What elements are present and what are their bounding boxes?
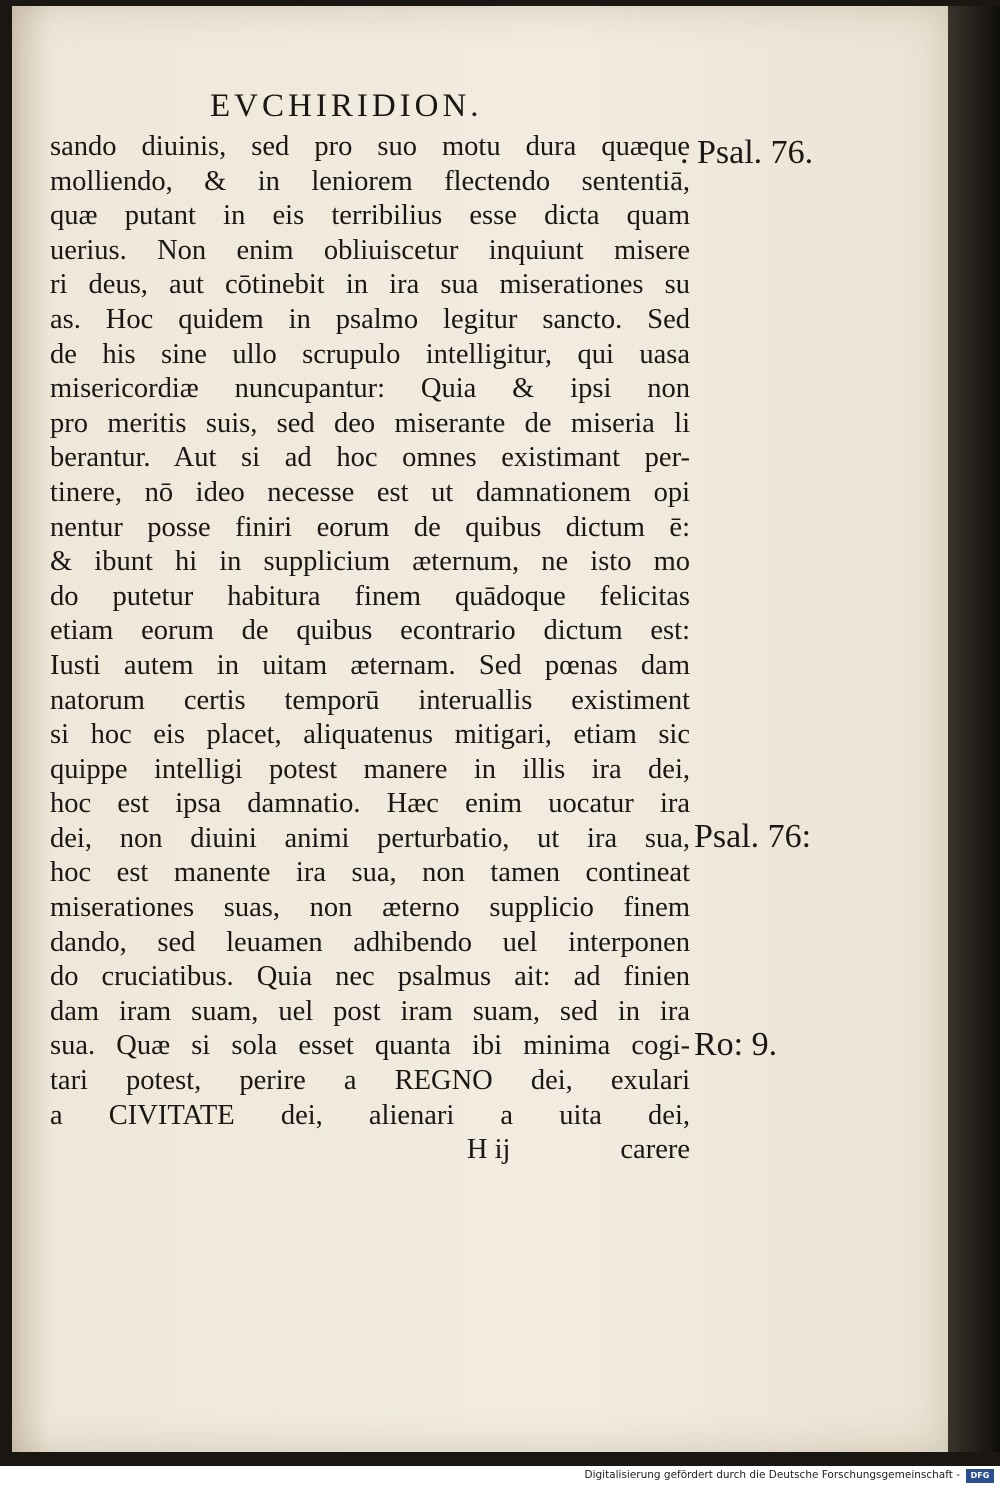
- text-line: tinere, nō ideo necesse est ut damnationem opi: [50, 476, 690, 508]
- text-line: dei, non diuini animi perturbatio, ut ira sua,: [50, 822, 690, 854]
- text-line: & ibunt hi in supplicium æternum, ne isto mo: [50, 546, 690, 578]
- text-line: hoc est manente ira sua, non tamen contineat: [50, 857, 690, 889]
- text-line: si hoc eis placet, aliquatenus mitigari, etiam sic: [50, 719, 690, 751]
- text-line: misericordiæ nuncupantur: Quia & ipsi non: [50, 373, 690, 405]
- margin-note-romans-9: Ro: 9.: [694, 1026, 778, 1063]
- text-line: miserationes suas, non æterno supplicio finem: [50, 892, 690, 924]
- footer-bar: [0, 1466, 1000, 1488]
- text-line: uerius. Non enim obliuiscetur inquiunt misere: [50, 234, 690, 266]
- text-line: hoc est ipsa damnatio. Hæc enim uocatur ira: [50, 788, 690, 820]
- text-line: as. Hoc quidem in psalmo legitur sancto. Sed: [50, 303, 690, 335]
- signature-line: [50, 1133, 690, 1168]
- text-line: molliendo, & in leniorem flectendo sententiā,: [50, 165, 690, 197]
- dfg-logo: DFG: [966, 1469, 994, 1483]
- text-line: a CIVITATE dei, alienari a uita dei,: [50, 1099, 690, 1131]
- text-line: etiam eorum de quibus econtrario dictum est:: [50, 615, 690, 647]
- running-head: EVCHIRIDION.: [210, 88, 483, 124]
- funding-credit: Digitalisierung gefördert durch die Deutsche Forschungsgemeinschaft -: [584, 1469, 960, 1481]
- text-line: berantur. Aut si ad hoc omnes existimant per-: [50, 442, 690, 474]
- text-line: quæ putant in eis terribilius esse dicta quam: [50, 200, 690, 232]
- text-line: ri deus, aut cōtinebit in ira sua miserationes su: [50, 269, 690, 301]
- text-line: natorum certis temporū interuallis existiment: [50, 684, 690, 716]
- signature-mark: H ij: [466, 1134, 511, 1166]
- text-line: do cruciatibus. Quia nec psalmus ait: ad finien: [50, 961, 690, 993]
- text-line: dam iram suam, uel post iram suam, sed in ira: [50, 995, 690, 1027]
- text-line: quippe intelligi potest manere in illis ira dei,: [50, 753, 690, 785]
- text-line: sua. Quæ si sola esset quanta ibi minima cogi-: [50, 1030, 690, 1062]
- text-line: de his sine ullo scrupulo intelligitur, qui uasa: [50, 338, 690, 370]
- catchword: carere: [620, 1134, 690, 1166]
- text-line: do putetur habitura finem quādoque felicitas: [50, 580, 690, 612]
- page-edge: [948, 6, 1000, 1452]
- text-line: sando diuinis, sed pro suo motu dura quæque: [50, 131, 690, 162]
- margin-note-psalm-76-top: . Psal. 76.: [680, 134, 814, 171]
- text-line: nentur posse finiri eorum de quibus dictum ē:: [50, 511, 690, 543]
- text-line: pro meritis suis, sed deo miserante de miseria li: [50, 407, 690, 439]
- text-line: tari potest, perire a REGNO dei, exulari: [50, 1065, 690, 1097]
- text-line: dando, sed leuamen adhibendo uel interponen: [50, 926, 690, 958]
- text-line: Iusti autem in uitam æternam. Sed pœnas dam: [50, 649, 690, 681]
- text-block: [50, 130, 690, 1168]
- margin-note-psalm-76: Psal. 76:: [694, 818, 812, 855]
